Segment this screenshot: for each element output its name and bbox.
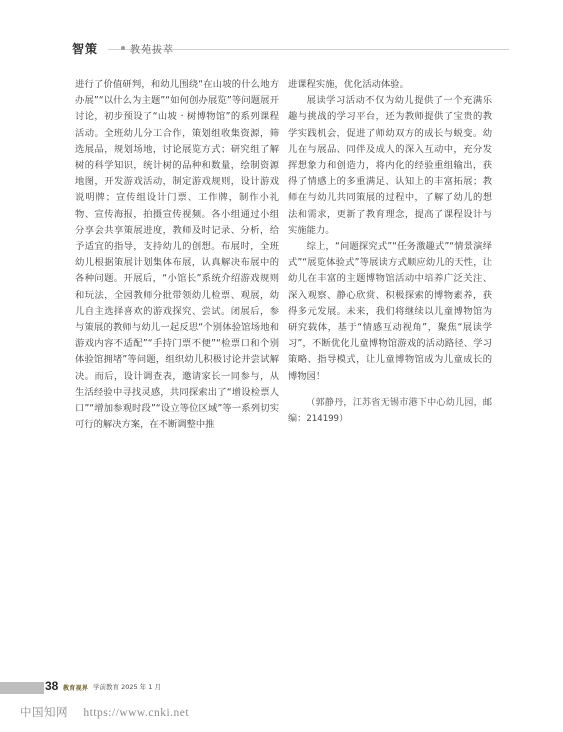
right-text-column <box>288 77 492 427</box>
watermark-site-name: 中国知网 <box>20 707 68 719</box>
journal-logo: 教育视界 <box>63 685 89 692</box>
body-paragraph: 综上，“问题探究式”“任务激趣式”“情景演绎式”“展览体验式”等展读方式顺应幼儿的天性，让幼儿在丰富的主题博物馆活动中培养广泛关注、深入观察、静心欣赏、积极探索的博物素养，获得多元发展。未来，我们将继续以儿童博物馆为研究载体，基于“情感互动视角”，聚焦“展读学习”，不断优化儿童博物馆游戏的活动路径、学习策略、指导模式，让儿童博物馆成为儿童成长的博物园！ <box>288 241 492 382</box>
body-paragraph: 进行了价值研判，和幼儿围绕“在山坡的什么地方办展”“以什么为主题”“如何创办展览”等问题展开讨论，初步预设了“山坡 · 树博物馆”的系列课程活动。全班幼儿分工合作，策划组收集资源，筛选展品，规划场地，讨论展览方式；研究组了解树的科学知识，统计树的品种和数量，绘制资源地图，开发游戏活动，制定游戏规则，设计游戏说明牌；宣传组设计门票、工作牌，制作小礼物、宣传海报，拍摄宣传视频。各小组通过小组分享会共享策展进度，教师及时记录、分析，给予适宜的指导，支持幼儿的创想。布展时，全班幼儿根据策展计划集体布展，认真解决布展中的各种问题。开展后，“小馆长”系统介绍游戏规则和玩法，全园教师分批带领幼儿检票、观展，幼儿自主选择喜欢的游戏探究、尝试。闭展后，参与策展的教师与幼儿一起反思“个别体验馆场地和游戏内容不适配”“手持门票不便”“检票口和个别体验馆拥堵”等问题，组织幼儿积极讨论并尝试解决。而后，设计调查表，邀请家长一同参与，从生活经验中寻找灵感，共同探索出了“增设检票人口”“增加参观时段”“设立等位区域”等一系列切实可行的解决方案，在不断调整中推 <box>75 79 279 431</box>
footer-bar <box>0 682 44 694</box>
watermark <box>20 704 201 720</box>
watermark-url[interactable]: https://www.cnki.net <box>83 707 190 719</box>
author-note: （郭静丹，江苏省无锡市港下中心幼儿园，邮编：214199） <box>288 397 492 425</box>
body-paragraph: 进课程实施，优化活动体验。 <box>288 79 409 90</box>
page-header <box>0 0 563 70</box>
page-number: 38 <box>45 679 59 693</box>
journal-issue: 学前教育 2025 年 1 月 <box>93 683 161 691</box>
body-paragraph: 展读学习活动不仅为幼儿提供了一个充满乐趣与挑战的学习平台，还为教师提供了宝贵的教学实践机会，促进了师幼双方的成长与蜕变。幼儿在与展品、同伴及成人的深入互动中，充分发挥想象力和创造力，将内化的经验重组输出，获得了情感上的多重满足、认知上的丰富拓展；教师在与幼儿共同策展的过程中，了解了幼儿的想法和需求，更新了教育理念，提高了课程设计与实施能力。 <box>288 95 492 236</box>
section-name: 智策 <box>72 42 99 56</box>
column-name: 教苑拔萃 <box>130 45 174 56</box>
header-dot-ornament <box>121 46 125 50</box>
left-text-column <box>75 77 279 433</box>
